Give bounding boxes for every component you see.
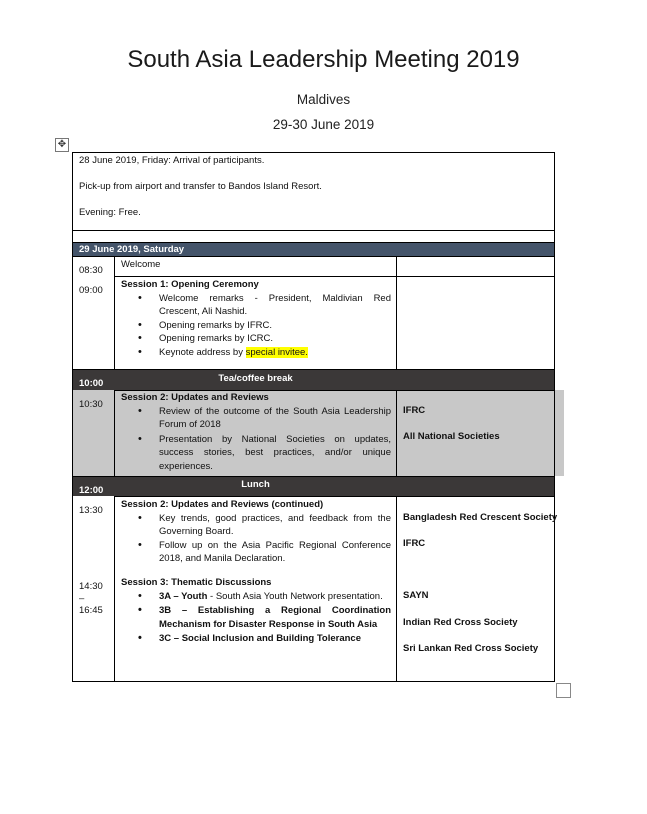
document-title: South Asia Leadership Meeting 2019: [127, 46, 520, 73]
updates-cont-item: • Follow up on the Asia Pacific Regional Conference 2018, and Manila Declaration.: [117, 539, 391, 566]
lead-indian-rc: Indian Red Cross Society: [403, 617, 518, 628]
opening-item: • Keynote address by special invitee.: [117, 346, 391, 359]
time-1030: 10:30: [79, 399, 103, 410]
lead-srilanka-rc: Sri Lankan Red Cross Society: [403, 643, 539, 654]
lead-ifrc-2: IFRC: [403, 538, 426, 549]
opening-item: • Opening remarks by ICRC.: [117, 332, 391, 345]
time-dash: –: [79, 593, 85, 604]
opening-items: [117, 292, 391, 359]
day-header-bar: [73, 243, 554, 256]
updates-cont-title: Session 2: Updates and Reviews (continued): [121, 499, 324, 510]
updates-item: • Review of the outcome of the South Asia Leadership Forum of 2018: [117, 405, 391, 432]
tea-break-bar: [73, 370, 554, 390]
thematic-title: Session 3: Thematic Discussions: [121, 577, 272, 588]
lead-sayn: SAYN: [403, 590, 429, 601]
updates-items: [117, 405, 391, 473]
welcome-title: Welcome: [121, 259, 161, 270]
time-1430: 14:30: [79, 581, 103, 592]
day-header-label: 29 June 2019, Saturday: [79, 244, 185, 255]
thematic-item: • 3A – Youth - South Asia Youth Network presentation.: [117, 590, 391, 603]
opening-item: • Opening remarks by IFRC.: [117, 319, 391, 332]
lunch-time: 12:00: [79, 485, 104, 496]
lunch-bar: [73, 476, 554, 496]
intro-evening: Evening: Free.: [79, 207, 141, 218]
tea-break-label: Tea/coffee break: [218, 373, 293, 384]
lead-bdrcs: Bangladesh Red Crescent Society: [403, 512, 558, 523]
lead-ifrc: IFRC: [403, 405, 426, 416]
tea-break-time: 10:00: [79, 378, 104, 389]
thematic-items: [117, 590, 391, 646]
updates-item: • Presentation by National Societies on updates, success stories, best practices, and/or unique experiences.: [117, 433, 391, 473]
intro-arrival: 28 June 2019, Friday: Arrival of participants.: [79, 155, 265, 166]
intro-pickup: Pick-up from airport and transfer to Bandos Island Resort.: [79, 181, 322, 192]
table-resize-handle-icon[interactable]: [556, 683, 571, 698]
table-move-handle-icon[interactable]: ✥: [55, 138, 69, 152]
thematic-item: • 3C – Social Inclusion and Building Tolerance: [117, 632, 391, 645]
updates-title: Session 2: Updates and Reviews: [121, 392, 269, 403]
updates-cont-items: [117, 512, 391, 566]
opening-item: • Welcome remarks - President, Maldivian Red Crescent, Ali Nashid.: [117, 292, 391, 319]
lunch-label: Lunch: [241, 479, 270, 490]
lead-all-ns: All National Societies: [403, 431, 500, 442]
document-location: Maldives: [296, 92, 351, 107]
time-0900: 09:00: [79, 285, 103, 296]
time-1645: 16:45: [79, 605, 103, 616]
time-1330: 13:30: [79, 505, 103, 516]
document-dates: 29-30 June 2019: [272, 117, 375, 132]
time-0830: 08:30: [79, 265, 103, 276]
highlighted-text: special invitee.: [245, 346, 308, 358]
opening-title: Session 1: Opening Ceremony: [121, 279, 259, 290]
updates-cont-item: • Key trends, good practices, and feedback from the Governing Board.: [117, 512, 391, 539]
thematic-item: • 3B – Establishing a Regional Coordination Mechanism for Disaster Response in South Asia: [117, 604, 391, 631]
